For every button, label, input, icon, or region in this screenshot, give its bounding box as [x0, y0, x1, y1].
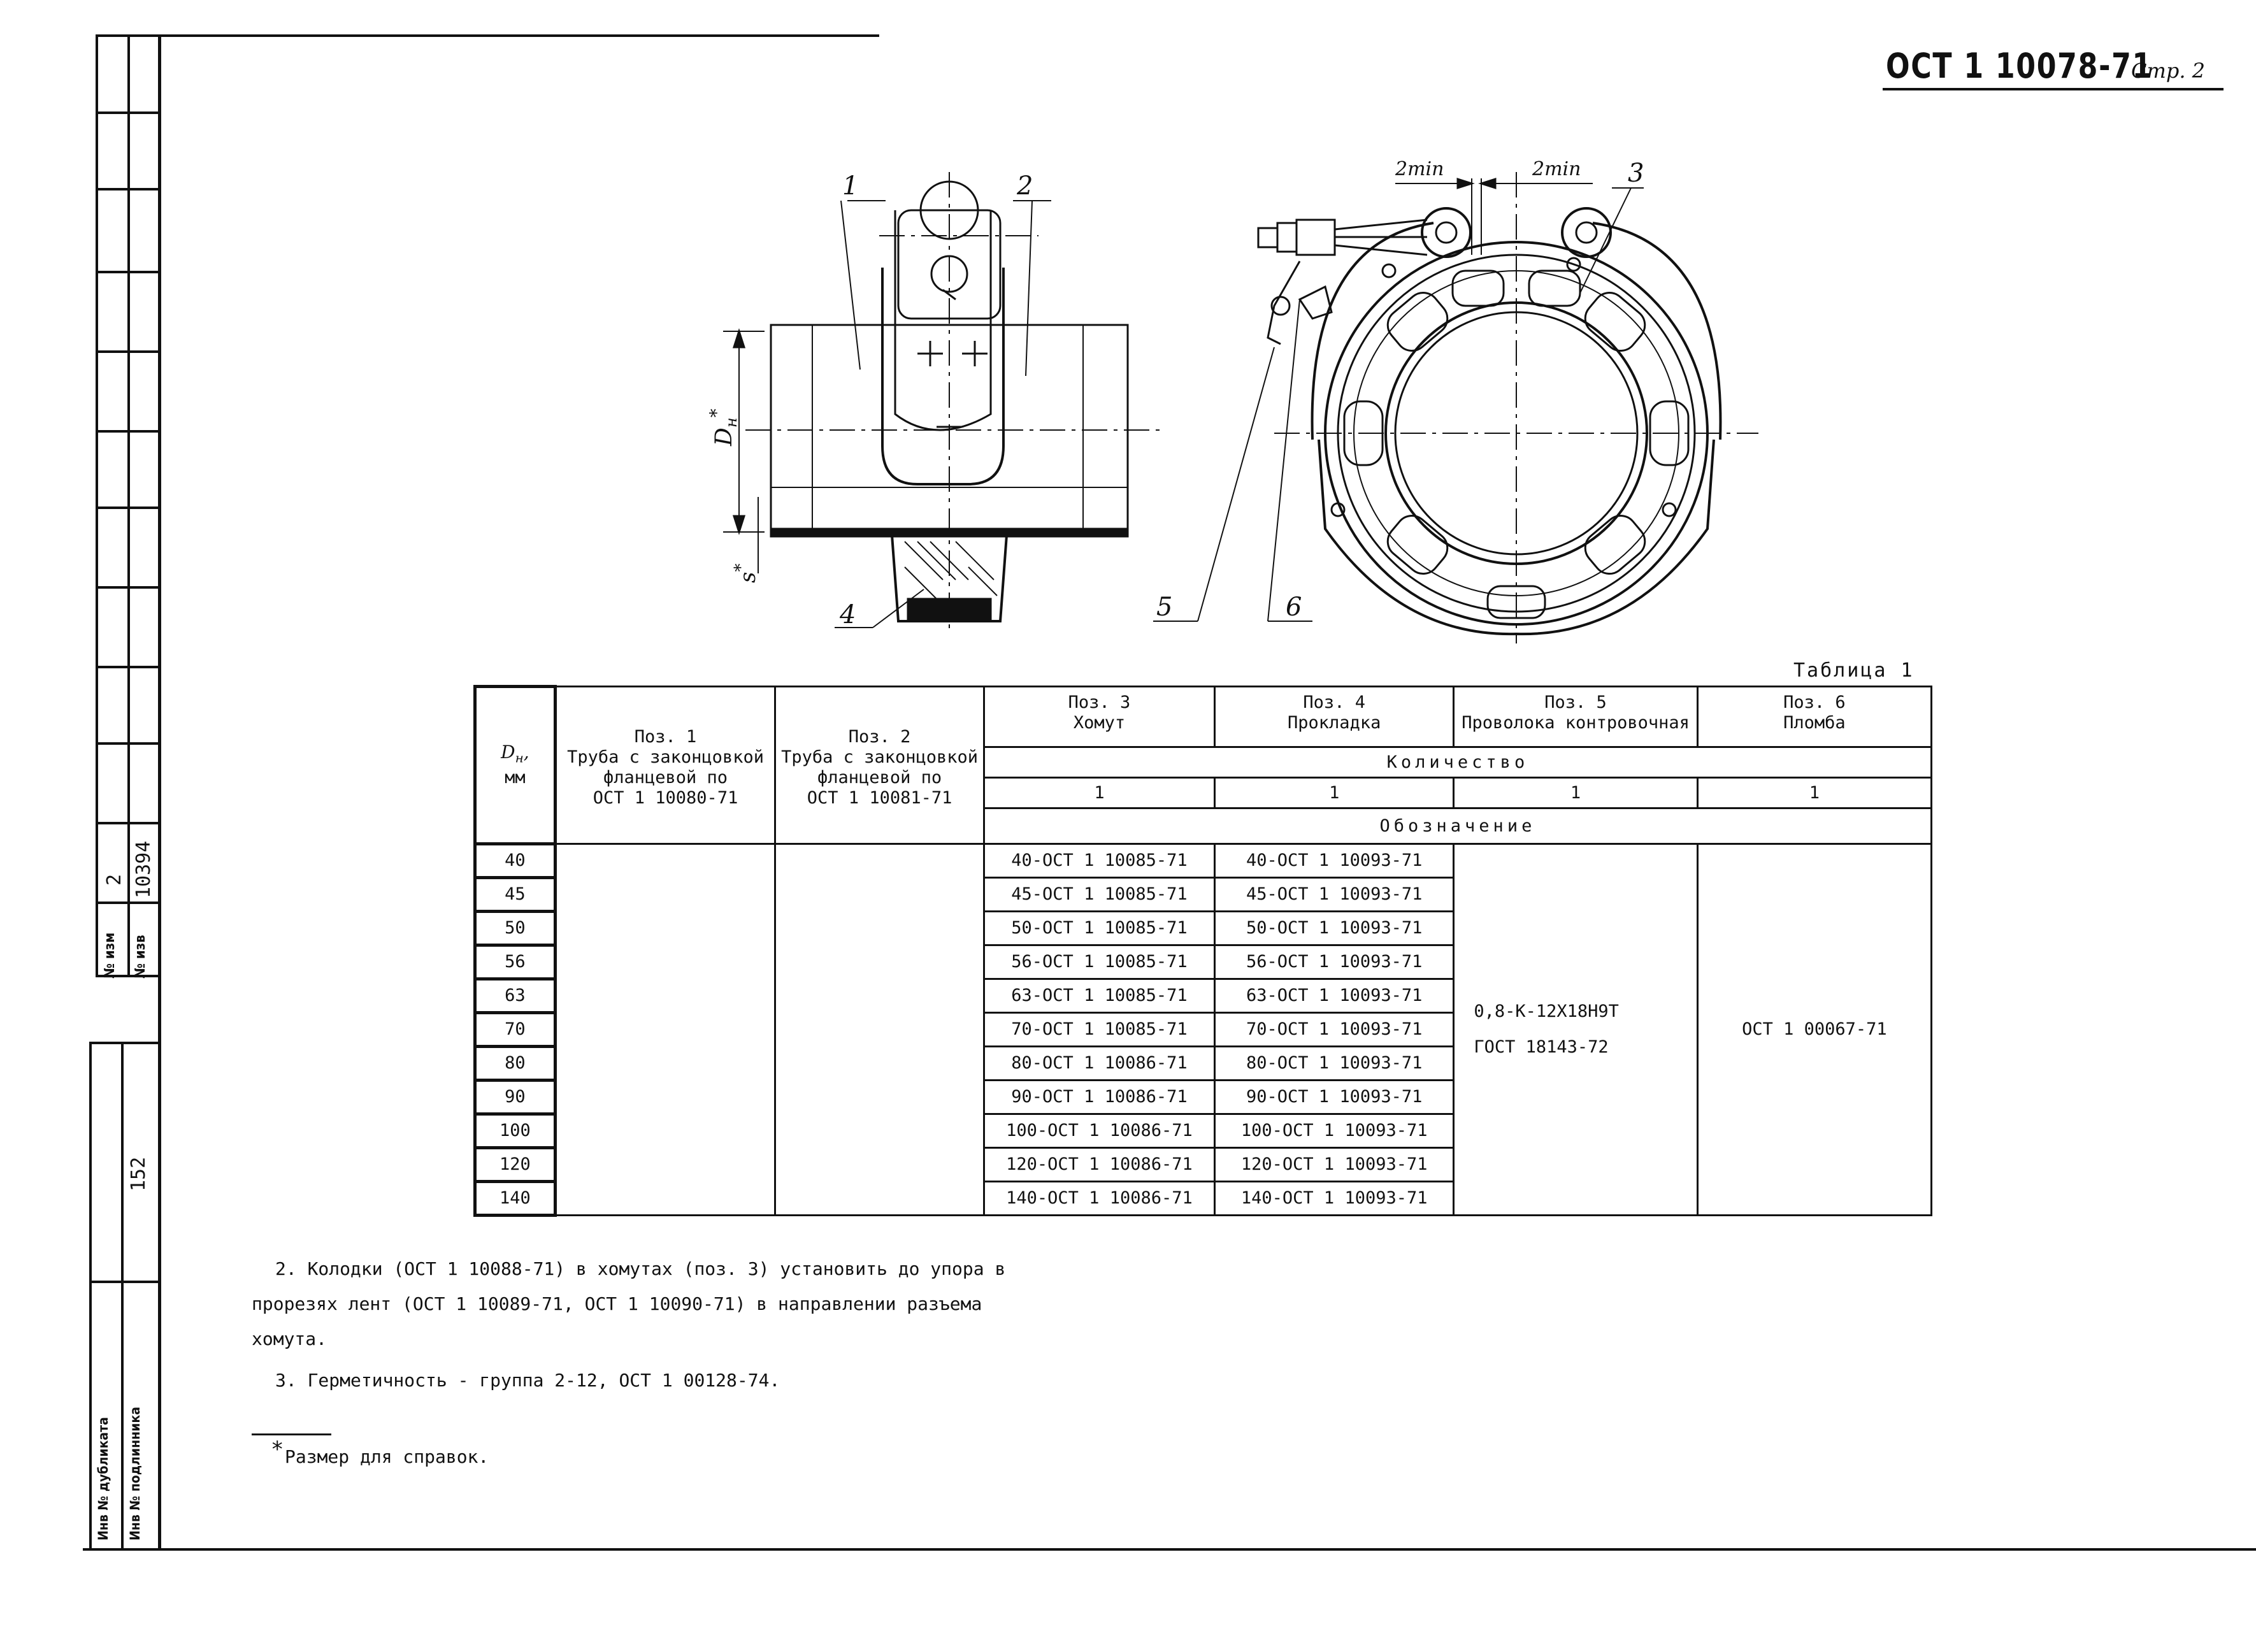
pos3-line-1: Поз. 3	[1068, 693, 1131, 712]
callout-3: 3	[1628, 159, 1644, 188]
izv-value: 10394	[133, 840, 155, 898]
header-dn	[475, 687, 556, 844]
note-2-line-1: 2. Колодки (ОСТ 1 10088-71) в хомутах (поз. 3) установить до упора в	[275, 1258, 1006, 1279]
pos1-body	[555, 844, 775, 1216]
document-code: ОСТ 1 10078-71	[1886, 46, 2153, 86]
dn-cell: 56	[475, 945, 556, 979]
pos2-line-4: ОСТ 1 10081-71	[807, 788, 952, 808]
qty-pos5: 1	[1454, 778, 1697, 808]
stamp-lower-outer	[89, 1042, 92, 1548]
table-caption: Таблица 1	[1793, 659, 1915, 682]
header-pos5	[1454, 687, 1697, 747]
izm-value: 2	[103, 873, 126, 886]
dim-left-gap: 2min	[1395, 158, 1444, 180]
pos4-cell: 120-ОСТ 1 10093-71	[1215, 1148, 1454, 1182]
pos3-cell: 80-ОСТ 1 10086-71	[984, 1047, 1214, 1081]
pos4-cell: 100-ОСТ 1 10093-71	[1215, 1114, 1454, 1148]
inv-dubl-label: Инв № дубликата	[96, 1417, 111, 1541]
inv-value: 152	[127, 1156, 150, 1191]
dim-right-gap: 2min	[1532, 158, 1581, 180]
dn-cell: 63	[475, 979, 556, 1013]
dn-symbol: $D_н$,	[501, 741, 529, 766]
qty-pos6: 1	[1697, 778, 1931, 808]
dn-cell: 70	[475, 1013, 556, 1047]
header-pos2	[775, 687, 984, 844]
pos3-cell: 56-ОСТ 1 10085-71	[984, 945, 1214, 979]
pos3-cell: 63-ОСТ 1 10085-71	[984, 979, 1214, 1013]
technical-drawing	[0, 0, 2256, 675]
dn-cell: 50	[475, 912, 556, 945]
pos1-line-2: Труба с законцовкой	[567, 747, 764, 767]
pos3-cell: 90-ОСТ 1 10086-71	[984, 1081, 1214, 1114]
pos6-body: ОСТ 1 00067-71	[1697, 844, 1931, 1216]
pos4-cell: 50-ОСТ 1 10093-71	[1215, 912, 1454, 945]
sidebar-row-10	[96, 822, 159, 824]
footnote-text: Размер для справок.	[285, 1446, 489, 1467]
izm-label: № изм	[102, 932, 118, 979]
stamp-lower-div	[89, 1281, 159, 1283]
bottom-border-line	[83, 1548, 2256, 1551]
pos3-cell: 45-ОСТ 1 10085-71	[984, 878, 1214, 912]
dn-cell: 120	[475, 1148, 556, 1182]
dn-cell: 90	[475, 1081, 556, 1114]
pos4-cell: 56-ОСТ 1 10093-71	[1215, 945, 1454, 979]
pos3-cell: 40-ОСТ 1 10085-71	[984, 844, 1214, 878]
quantity-label: Количество	[984, 747, 1931, 778]
header-pos1	[555, 687, 775, 844]
inv-podl-label: Инв № подлинника	[127, 1407, 143, 1541]
stamp-lower-mid	[121, 1042, 124, 1548]
pos1-line-1: Поз. 1	[634, 727, 697, 747]
table-1	[473, 685, 1932, 1217]
izv-label: № изв	[133, 935, 148, 979]
note-3: 3. Герметичность - группа 2-12, ОСТ 1 00128-74.	[275, 1370, 780, 1391]
stamp-lower-top	[89, 1042, 159, 1044]
pos4-cell: 70-ОСТ 1 10093-71	[1215, 1013, 1454, 1047]
pos5-line-2: Проволока контровочная	[1462, 713, 1690, 733]
pos4-cell: 40-ОСТ 1 10093-71	[1215, 844, 1454, 878]
footnote-mark: *	[271, 1437, 284, 1462]
callout-6: 6	[1286, 593, 1302, 622]
dn-unit: мм	[505, 768, 526, 788]
pos1-line-3: фланцевой по	[603, 768, 728, 787]
note-2-line-2: прорезях лент (ОСТ 1 10089-71, ОСТ 1 10090-71) в направлении разъема	[252, 1293, 982, 1314]
pos4-cell: 45-ОСТ 1 10093-71	[1215, 878, 1454, 912]
page-number: Стр. 2	[2131, 59, 2206, 83]
pos4-cell: 63-ОСТ 1 10093-71	[1215, 979, 1454, 1013]
pos1-line-4: ОСТ 1 10080-71	[593, 788, 738, 808]
pos3-cell: 100-ОСТ 1 10086-71	[984, 1114, 1214, 1148]
dn-cell: 45	[475, 878, 556, 912]
pos4-cell: 80-ОСТ 1 10093-71	[1215, 1047, 1454, 1081]
front-view	[1153, 172, 1758, 643]
dn-cell: 100	[475, 1114, 556, 1148]
sidebar-row-9	[96, 742, 159, 745]
pos2-line-3: фланцевой по	[817, 768, 942, 787]
pos3-cell: 50-ОСТ 1 10085-71	[984, 912, 1214, 945]
header-pos6	[1697, 687, 1931, 747]
callout-4: 4	[840, 600, 856, 629]
header-pos3	[984, 687, 1214, 747]
pos2-body	[775, 844, 984, 1216]
dn-cell: 140	[475, 1182, 556, 1216]
pos4-line-1: Поз. 4	[1303, 693, 1365, 712]
header-pos4	[1215, 687, 1454, 747]
pos6-line-2: Пломба	[1783, 713, 1846, 733]
pos5-value-1: 0,8-К-12Х18Н9Т	[1474, 1002, 1619, 1021]
note-2-line-3: хомута.	[252, 1328, 327, 1349]
pos4-line-2: Прокладка	[1288, 713, 1381, 733]
pos4-cell: 90-ОСТ 1 10093-71	[1215, 1081, 1454, 1114]
pos3-line-2: Хомут	[1073, 713, 1126, 733]
qty-pos4: 1	[1215, 778, 1454, 808]
dim-dn: $D_н^*$	[706, 408, 740, 446]
designation-label: Обозначение	[984, 808, 1931, 844]
pos5-body	[1454, 844, 1697, 1216]
dim-s: s*	[731, 563, 761, 583]
callout-1: 1	[842, 171, 859, 201]
pos3-cell: 120-ОСТ 1 10086-71	[984, 1148, 1214, 1182]
callout-2: 2	[1017, 171, 1033, 201]
callout-5: 5	[1156, 593, 1173, 622]
qty-pos3: 1	[984, 778, 1214, 808]
footnote-rule	[252, 1433, 331, 1435]
pos6-line-1: Поз. 6	[1783, 693, 1846, 712]
pos5-value-2: ГОСТ 18143-72	[1474, 1037, 1609, 1057]
pos3-cell: 70-ОСТ 1 10085-71	[984, 1013, 1214, 1047]
pos2-line-1: Поз. 2	[848, 727, 911, 747]
dn-cell: 40	[475, 844, 556, 878]
dn-cell: 80	[475, 1047, 556, 1081]
sidebar-row-11	[96, 901, 159, 904]
pos5-line-1: Поз. 5	[1544, 693, 1607, 712]
side-view	[723, 172, 1160, 631]
pos3-cell: 140-ОСТ 1 10086-71	[984, 1182, 1214, 1216]
pos2-line-2: Труба с законцовкой	[781, 747, 978, 767]
pos4-cell: 140-ОСТ 1 10093-71	[1215, 1182, 1454, 1216]
